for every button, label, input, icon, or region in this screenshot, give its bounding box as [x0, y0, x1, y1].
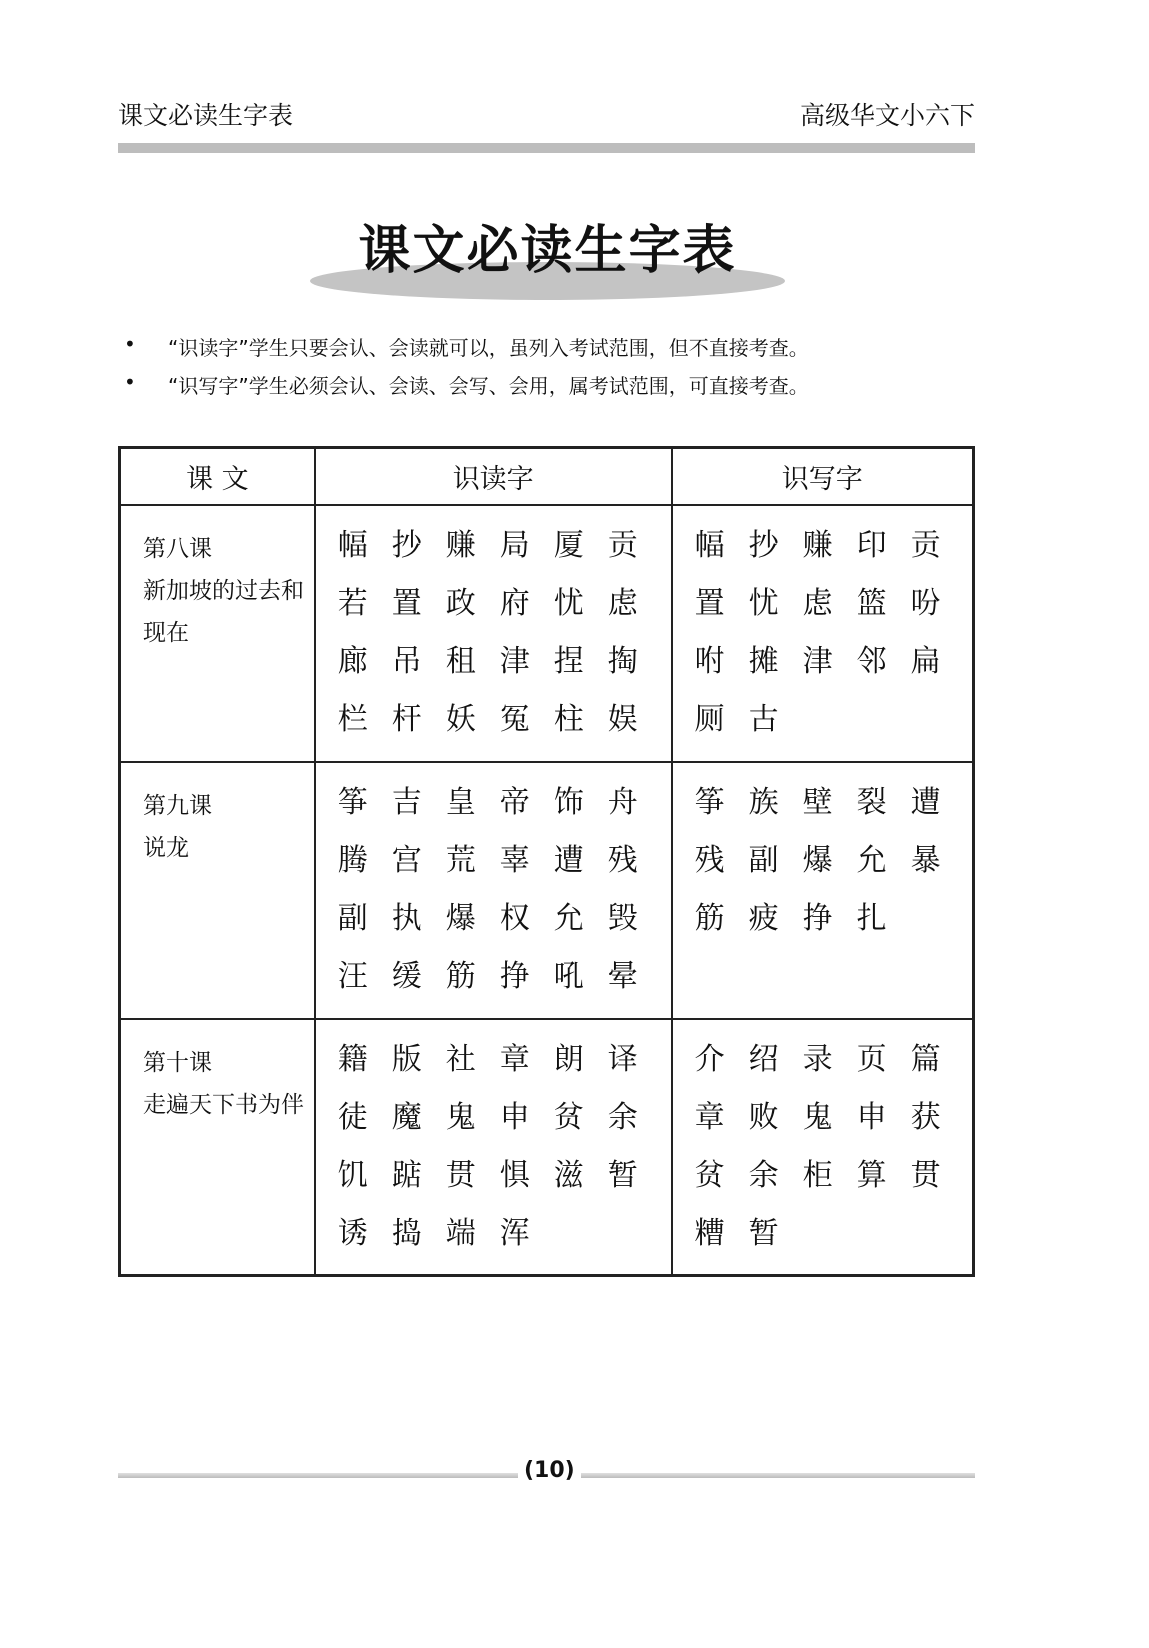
col-header-read: 识读字 [315, 448, 672, 505]
character: 抄 [391, 527, 422, 563]
character: 津 [802, 643, 833, 679]
character: 族 [748, 784, 779, 820]
lesson-title: 新加坡的过去和现在 [143, 577, 304, 646]
character: 副 [337, 900, 368, 936]
character: 廊 [337, 643, 368, 679]
character: 疲 [748, 900, 779, 936]
character: 介 [694, 1041, 725, 1077]
write-chars-cell [672, 1019, 974, 1276]
character: 汪 [337, 958, 368, 994]
lesson-number: 第十课 [143, 1049, 212, 1076]
character: 惧 [499, 1157, 530, 1193]
lesson-number: 第八课 [143, 535, 212, 562]
character: 绍 [748, 1041, 779, 1077]
character: 徒 [337, 1099, 368, 1135]
running-header-right: 高级华文小六下 [799, 101, 975, 130]
character: 掏 [607, 643, 638, 679]
character: 荒 [445, 842, 476, 878]
character: 捣 [391, 1215, 422, 1251]
character: 踮 [391, 1157, 422, 1193]
character: 算 [856, 1157, 887, 1193]
character: 柜 [802, 1157, 833, 1193]
character: 籍 [337, 1041, 368, 1077]
character: 贡 [607, 527, 638, 563]
character: 申 [499, 1099, 530, 1135]
character: 暴 [910, 842, 941, 878]
character: 柱 [553, 701, 584, 737]
character: 皇 [445, 784, 476, 820]
character: 租 [445, 643, 476, 679]
character: 遭 [553, 842, 584, 878]
character: 扎 [856, 900, 887, 936]
character: 执 [391, 900, 422, 936]
character: 残 [694, 842, 725, 878]
character: 贫 [553, 1099, 584, 1135]
character: 帝 [499, 784, 530, 820]
character: 赚 [802, 527, 833, 563]
character: 幅 [694, 527, 725, 563]
character: 权 [499, 900, 530, 936]
character: 虑 [607, 585, 638, 621]
character: 滋 [553, 1157, 584, 1193]
character: 毁 [607, 900, 638, 936]
page-title: 课文必读生字表 [358, 221, 737, 281]
character: 厦 [553, 527, 584, 563]
lesson-number: 第九课 [143, 792, 212, 819]
bullet-item: • “识写字”学生必须会认、会读、会写、会用，属考试范围，可直接考查。 [124, 370, 809, 398]
bullet-item: • “识读字”学生只要会认、会读就可以，虽列入考试范围，但不直接考查。 [124, 332, 809, 360]
character: 允 [856, 842, 887, 878]
character: 申 [856, 1099, 887, 1135]
character: 暂 [607, 1157, 638, 1193]
character: 爆 [445, 900, 476, 936]
character: 政 [445, 585, 476, 621]
character: 吩 [910, 585, 941, 621]
character: 置 [391, 585, 422, 621]
character: 抄 [748, 527, 779, 563]
lesson-cell [120, 505, 315, 762]
lesson-cell [120, 762, 315, 1019]
col-header-write: 识写字 [672, 448, 974, 505]
character: 杆 [391, 701, 422, 737]
character: 章 [694, 1099, 725, 1135]
character: 冤 [499, 701, 530, 737]
character: 印 [856, 527, 887, 563]
character: 置 [694, 585, 725, 621]
character: 摊 [748, 643, 779, 679]
character: 篮 [856, 585, 887, 621]
header-divider [118, 143, 975, 153]
character: 裂 [856, 784, 887, 820]
character: 获 [910, 1099, 941, 1135]
character: 鬼 [445, 1099, 476, 1135]
table-row [120, 505, 974, 762]
character: 津 [499, 643, 530, 679]
write-chars-cell [672, 505, 974, 762]
character: 挣 [802, 900, 833, 936]
character: 忧 [553, 585, 584, 621]
col-header-lesson: 课 文 [120, 448, 315, 505]
character: 副 [748, 842, 779, 878]
character: 古 [748, 701, 779, 737]
character: 版 [391, 1041, 422, 1077]
character: 吼 [553, 958, 584, 994]
character: 辜 [499, 842, 530, 878]
running-header-left: 课文必读生字表 [118, 101, 294, 130]
character: 余 [607, 1099, 638, 1135]
character: 饰 [553, 784, 584, 820]
character: 舟 [607, 784, 638, 820]
character: 饥 [337, 1157, 368, 1193]
character: 浑 [499, 1215, 530, 1251]
character-table [118, 446, 975, 1277]
character: 页 [856, 1041, 887, 1077]
character: 妖 [445, 701, 476, 737]
character: 壁 [802, 784, 833, 820]
character: 扁 [910, 643, 941, 679]
character: 筝 [337, 784, 368, 820]
character: 府 [499, 585, 530, 621]
table-row [120, 762, 974, 1019]
character: 暂 [748, 1215, 779, 1251]
character: 端 [445, 1215, 476, 1251]
character: 娱 [607, 701, 638, 737]
character: 筋 [445, 958, 476, 994]
read-chars-cell [315, 762, 672, 1019]
table-row [120, 1019, 974, 1276]
character: 糟 [694, 1215, 725, 1251]
character: 腾 [337, 842, 368, 878]
character: 缓 [391, 958, 422, 994]
write-chars-cell [672, 762, 974, 1019]
character: 咐 [694, 643, 725, 679]
character: 若 [337, 585, 368, 621]
character: 贡 [910, 527, 941, 563]
character: 贯 [910, 1157, 941, 1193]
character: 筋 [694, 900, 725, 936]
lesson-title: 说龙 [143, 834, 189, 861]
read-chars-cell [315, 1019, 672, 1276]
character: 余 [748, 1157, 779, 1193]
character: 贫 [694, 1157, 725, 1193]
character: 忧 [748, 585, 779, 621]
character: 残 [607, 842, 638, 878]
bullet-text: “识写字”学生必须会认、会读、会写、会用，属考试范围，可直接考查。 [168, 374, 809, 398]
character: 章 [499, 1041, 530, 1077]
character: 允 [553, 900, 584, 936]
character: 吉 [391, 784, 422, 820]
character: 译 [607, 1041, 638, 1077]
character: 遭 [910, 784, 941, 820]
lesson-cell [120, 1019, 315, 1276]
read-chars-cell [315, 505, 672, 762]
character: 筝 [694, 784, 725, 820]
character: 虑 [802, 585, 833, 621]
page-number: (10) [518, 1458, 581, 1483]
character: 捏 [553, 643, 584, 679]
character: 厕 [694, 701, 725, 737]
character: 栏 [337, 701, 368, 737]
character: 赚 [445, 527, 476, 563]
character: 邻 [856, 643, 887, 679]
character: 局 [499, 527, 530, 563]
character: 败 [748, 1099, 779, 1135]
character: 诱 [337, 1215, 368, 1251]
character: 宫 [391, 842, 422, 878]
character: 爆 [802, 842, 833, 878]
character: 幅 [337, 527, 368, 563]
lesson-title: 走遍天下书为伴 [143, 1091, 304, 1118]
character: 魔 [391, 1099, 422, 1135]
bullet-text: “识读字”学生只要会认、会读就可以，虽列入考试范围，但不直接考查。 [168, 336, 809, 360]
character: 篇 [910, 1041, 941, 1077]
character: 晕 [607, 958, 638, 994]
character: 社 [445, 1041, 476, 1077]
character: 吊 [391, 643, 422, 679]
character: 朗 [553, 1041, 584, 1077]
character: 鬼 [802, 1099, 833, 1135]
character: 贯 [445, 1157, 476, 1193]
character: 录 [802, 1041, 833, 1077]
character: 挣 [499, 958, 530, 994]
